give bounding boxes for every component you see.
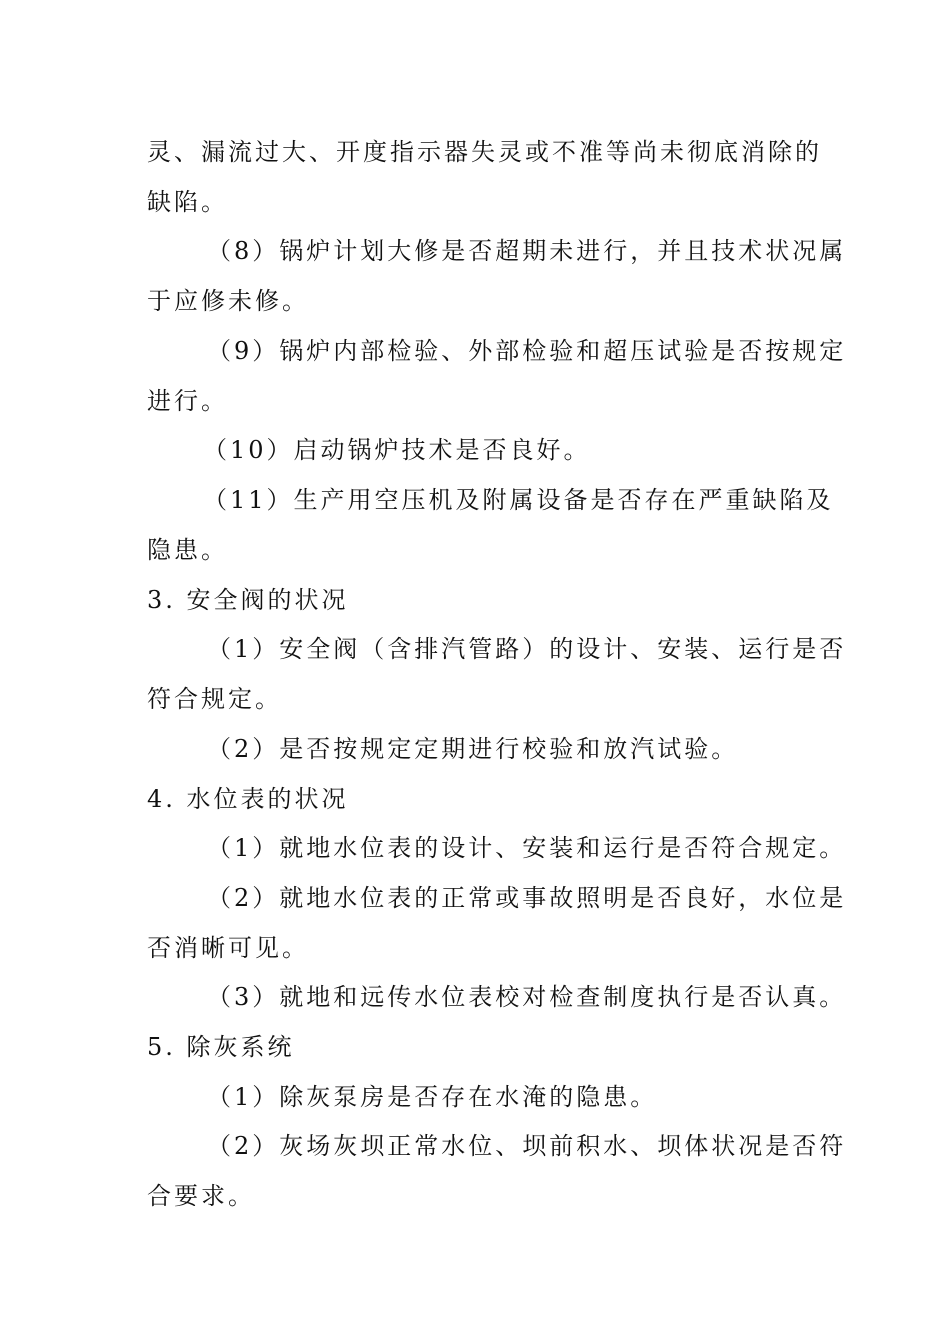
list-item: （3）就地和远传水位表校对检查制度执行是否认真。 xyxy=(207,983,847,1011)
text-line: 于应修未修。 xyxy=(147,287,309,315)
list-item: （1）安全阀（含排汽管路）的设计、安装、运行是否 xyxy=(207,635,847,663)
text-line: 灵、漏流过大、开度指示器失灵或不准等尚未彻底消除的 xyxy=(147,138,822,166)
list-item: （10）启动锅炉技术是否良好。 xyxy=(203,436,591,464)
list-item: （8）锅炉计划大修是否超期未进行，并且技术状况属 xyxy=(207,237,847,265)
list-item: （2）就地水位表的正常或事故照明是否良好，水位是 xyxy=(207,884,847,912)
list-item: （11）生产用空压机及附属设备是否存在严重缺陷及 xyxy=(203,486,834,514)
text-line: 否消晰可见。 xyxy=(147,934,309,962)
list-item: （2）是否按规定定期进行校验和放汽试验。 xyxy=(207,735,739,763)
list-item: （2）灰场灰坝正常水位、坝前积水、坝体状况是否符 xyxy=(207,1132,847,1160)
list-item: （1）除灰泵房是否存在水淹的隐患。 xyxy=(207,1083,658,1111)
list-item: （9）锅炉内部检验、外部检验和超压试验是否按规定 xyxy=(207,337,847,365)
text-line: 隐患。 xyxy=(147,536,228,564)
list-item: （1）就地水位表的设计、安装和运行是否符合规定。 xyxy=(207,834,847,862)
section-heading: 3. 安全阀的状况 xyxy=(147,586,349,614)
section-heading: 4. 水位表的状况 xyxy=(147,785,349,813)
text-line: 进行。 xyxy=(147,387,228,415)
section-heading: 5. 除灰系统 xyxy=(147,1033,295,1061)
text-line: 合要求。 xyxy=(147,1182,255,1210)
text-line: 缺陷。 xyxy=(147,188,228,216)
text-line: 符合规定。 xyxy=(147,685,282,713)
